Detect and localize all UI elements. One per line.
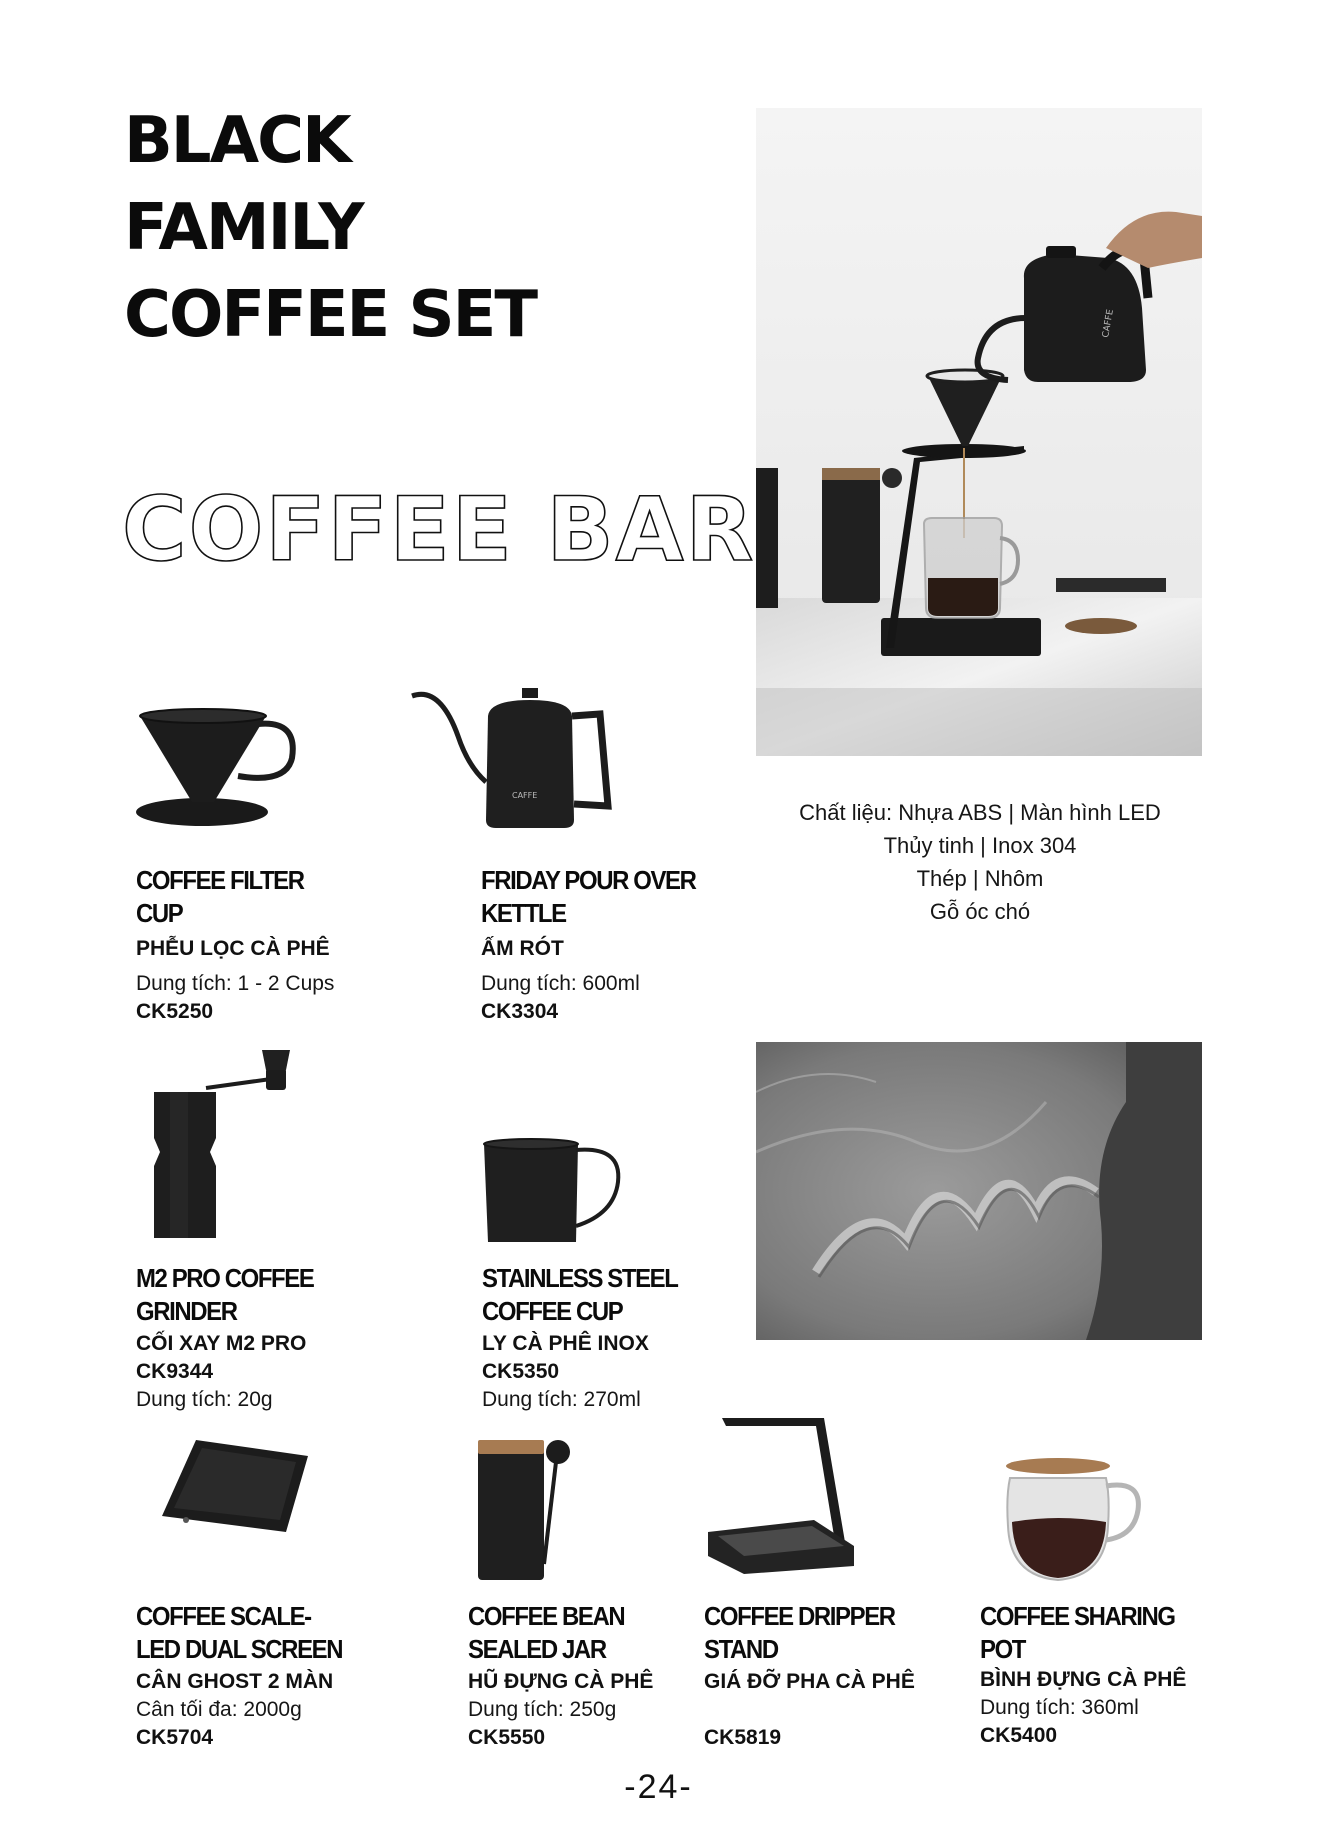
product-dripper-stand: [704, 1414, 915, 1749]
product-filter-cup: [130, 706, 335, 1023]
materials-info: [750, 796, 1210, 928]
product-name: COFFEE SHARING POT: [980, 1601, 1175, 1664]
section-subtitle: COFFEE BAR: [122, 478, 756, 581]
product-spec: Dung tích: 270ml: [482, 1388, 641, 1411]
product-spec: Dung tích: 600ml: [481, 972, 640, 995]
product-vn-name: ẤM RÓT: [481, 937, 564, 960]
product-spec: Dung tích: 20g: [136, 1388, 273, 1411]
product-code: CK9344: [136, 1360, 214, 1383]
product-steel-cup: [480, 1138, 678, 1411]
product-vn-name: HŨ ĐỰNG CÀ PHÊ: [468, 1670, 654, 1693]
materials-line: Thủy tinh | Inox 304: [883, 833, 1077, 858]
product-spec: Dung tích: 1 - 2 Cups: [136, 972, 335, 995]
materials-line: Thép | Nhôm: [916, 866, 1044, 891]
materials-line: Chất liệu: Nhựa ABS | Màn hình LED: [799, 800, 1161, 825]
product-code: CK5350: [482, 1360, 560, 1383]
scale-image: [156, 1436, 316, 1536]
product-code: CK5819: [704, 1726, 782, 1749]
product-name: FRIDAY POUR OVER KETTLE: [481, 865, 696, 928]
page-number: -24-: [624, 1768, 693, 1806]
product-name: M2 PRO COFFEE GRINDER: [136, 1263, 314, 1326]
materials-line: Gỗ óc chó: [929, 899, 1031, 924]
product-name: COFFEE BEAN SEALED JAR: [468, 1601, 625, 1664]
product-spec: Cân tối đa: 2000g: [136, 1698, 302, 1721]
grinder-image: [150, 1048, 300, 1240]
page-title: [124, 98, 536, 359]
product-code: CK5704: [136, 1726, 214, 1749]
product-name: STAINLESS STEEL COFFEE CUP: [482, 1263, 678, 1326]
texture-photo: [756, 1042, 1202, 1340]
product-name: COFFEE FILTER CUP: [136, 865, 304, 928]
product-spec: Dung tích: 250g: [468, 1698, 617, 1721]
product-sharing-pot: [980, 1456, 1187, 1747]
dripper-stand-image: [704, 1414, 864, 1576]
product-name: COFFEE DRIPPER STAND: [704, 1601, 895, 1664]
filter-cup-image: [130, 706, 300, 832]
product-vn-name: CỐI XAY M2 PRO: [136, 1332, 307, 1355]
title-line: BLACK: [124, 104, 350, 178]
product-vn-name: PHỄU LỌC CÀ PHÊ: [136, 937, 330, 960]
hero-photo: [756, 108, 1202, 756]
sharing-pot-image: [1000, 1456, 1150, 1584]
product-code: CK5550: [468, 1726, 546, 1749]
product-name: COFFEE SCALE- LED DUAL SCREEN: [136, 1601, 343, 1664]
product-kettle: [410, 686, 696, 1023]
product-code: CK5400: [980, 1724, 1058, 1747]
product-vn-name: CÂN GHOST 2 MÀN: [136, 1670, 334, 1693]
product-code: CK5250: [136, 1000, 214, 1023]
product-grinder: [136, 1048, 314, 1411]
product-scale: [136, 1436, 343, 1749]
svg-text:CAFFE: CAFFE: [512, 791, 538, 800]
steel-cup-image: [480, 1138, 630, 1246]
product-spec: Dung tích: 360ml: [980, 1696, 1139, 1719]
svg-text:CAFFE: CAFFE: [1101, 308, 1116, 339]
title-line: FAMILY: [124, 191, 363, 265]
product-bean-jar: [468, 1434, 654, 1749]
kettle-image: [410, 686, 630, 836]
product-code: CK3304: [481, 1000, 559, 1023]
bean-jar-image: [470, 1434, 580, 1584]
title-line: COFFEE SET: [124, 278, 536, 352]
product-vn-name: GIÁ ĐỠ PHA CÀ PHÊ: [704, 1670, 915, 1693]
product-vn-name: LY CÀ PHÊ INOX: [482, 1332, 649, 1355]
product-vn-name: BÌNH ĐỰNG CÀ PHÊ: [980, 1668, 1187, 1691]
